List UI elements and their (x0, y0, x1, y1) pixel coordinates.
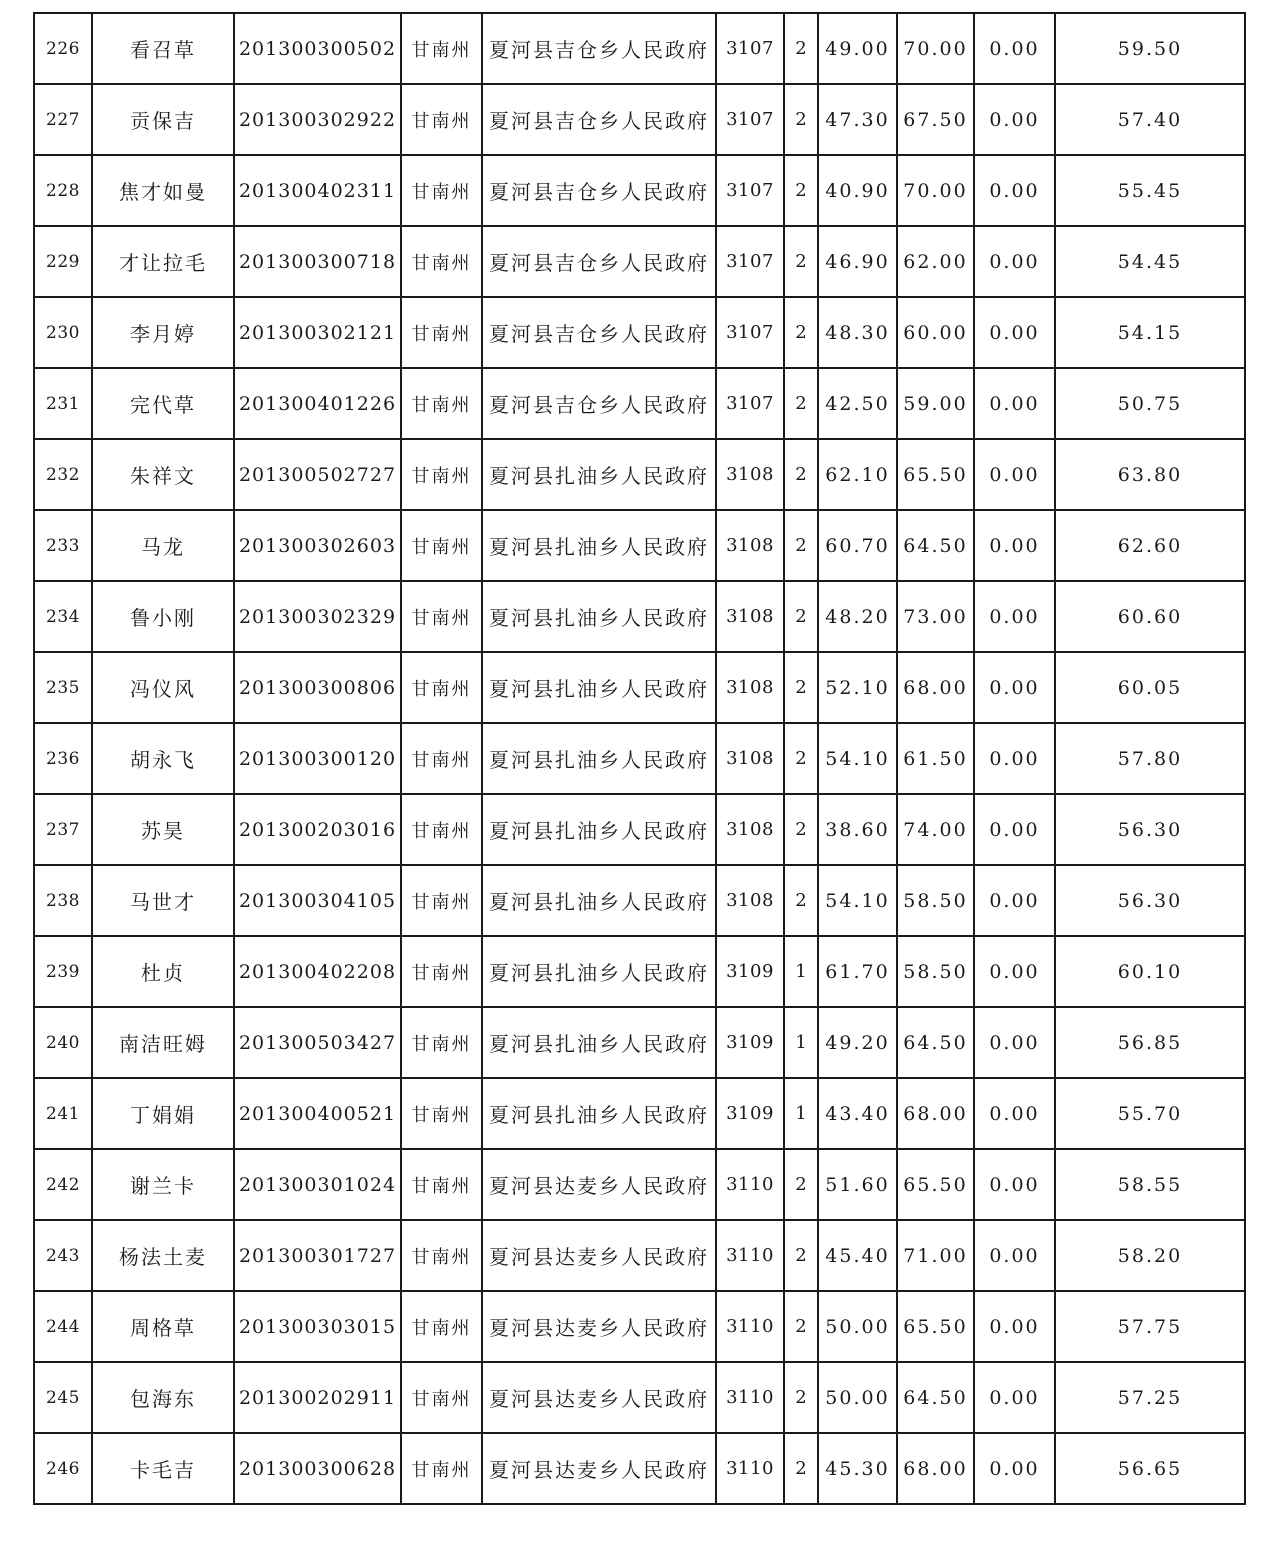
total-score-cell: 63.80 (1055, 439, 1245, 510)
total-score-cell: 56.30 (1055, 865, 1245, 936)
candidate-name-cell: 杜贞 (92, 936, 234, 1007)
sequence-number-cell: 239 (34, 936, 92, 1007)
sequence-number-cell: 241 (34, 1078, 92, 1149)
written-score-cell: 48.30 (818, 297, 897, 368)
exam-number-cell: 201300503427 (234, 1007, 401, 1078)
region-cell: 甘南州 (401, 794, 482, 865)
position-code-cell: 3110 (716, 1362, 784, 1433)
sequence-number-cell: 229 (34, 226, 92, 297)
exam-number-cell: 201300302121 (234, 297, 401, 368)
table-row (34, 13, 1245, 84)
exam-number-cell: 201300301024 (234, 1149, 401, 1220)
exam-number-cell: 201300300120 (234, 723, 401, 794)
employer-unit-cell: 夏河县达麦乡人民政府 (482, 1220, 716, 1291)
exam-number-cell: 201300203016 (234, 794, 401, 865)
candidate-name-cell: 胡永飞 (92, 723, 234, 794)
position-code-cell: 3110 (716, 1433, 784, 1504)
bonus-score-cell: 0.00 (974, 439, 1055, 510)
position-code-cell: 3109 (716, 936, 784, 1007)
hiring-quota-cell: 1 (784, 936, 818, 1007)
total-score-cell: 56.30 (1055, 794, 1245, 865)
sequence-number-cell: 245 (34, 1362, 92, 1433)
bonus-score-cell: 0.00 (974, 794, 1055, 865)
candidate-name-cell: 贡保吉 (92, 84, 234, 155)
employer-unit-cell: 夏河县扎油乡人民政府 (482, 723, 716, 794)
table-row (34, 368, 1245, 439)
region-cell: 甘南州 (401, 1362, 482, 1433)
bonus-score-cell: 0.00 (974, 1220, 1055, 1291)
interview-score-cell: 68.00 (897, 1078, 974, 1149)
written-score-cell: 47.30 (818, 84, 897, 155)
position-code-cell: 3107 (716, 155, 784, 226)
written-score-cell: 45.30 (818, 1433, 897, 1504)
interview-score-cell: 70.00 (897, 13, 974, 84)
position-code-cell: 3108 (716, 652, 784, 723)
written-score-cell: 42.50 (818, 368, 897, 439)
written-score-cell: 62.10 (818, 439, 897, 510)
written-score-cell: 38.60 (818, 794, 897, 865)
sequence-number-cell: 246 (34, 1433, 92, 1504)
position-code-cell: 3107 (716, 13, 784, 84)
table-row (34, 936, 1245, 1007)
region-cell: 甘南州 (401, 1078, 482, 1149)
interview-score-cell: 74.00 (897, 794, 974, 865)
candidate-name-cell: 杨法土麦 (92, 1220, 234, 1291)
candidate-name-cell: 马龙 (92, 510, 234, 581)
bonus-score-cell: 0.00 (974, 297, 1055, 368)
interview-score-cell: 62.00 (897, 226, 974, 297)
exam-number-cell: 201300300628 (234, 1433, 401, 1504)
bonus-score-cell: 0.00 (974, 1291, 1055, 1362)
table-row (34, 1291, 1245, 1362)
exam-number-cell: 201300300502 (234, 13, 401, 84)
hiring-quota-cell: 2 (784, 1433, 818, 1504)
employer-unit-cell: 夏河县吉仓乡人民政府 (482, 226, 716, 297)
position-code-cell: 3110 (716, 1220, 784, 1291)
candidate-name-cell: 鲁小刚 (92, 581, 234, 652)
employer-unit-cell: 夏河县扎油乡人民政府 (482, 936, 716, 1007)
table-row (34, 723, 1245, 794)
written-score-cell: 49.20 (818, 1007, 897, 1078)
hiring-quota-cell: 2 (784, 13, 818, 84)
bonus-score-cell: 0.00 (974, 368, 1055, 439)
bonus-score-cell: 0.00 (974, 1007, 1055, 1078)
position-code-cell: 3108 (716, 794, 784, 865)
sequence-number-cell: 234 (34, 581, 92, 652)
score-table-body (34, 13, 1245, 1504)
hiring-quota-cell: 2 (784, 84, 818, 155)
bonus-score-cell: 0.00 (974, 865, 1055, 936)
interview-score-cell: 64.50 (897, 510, 974, 581)
bonus-score-cell: 0.00 (974, 1078, 1055, 1149)
interview-score-cell: 71.00 (897, 1220, 974, 1291)
hiring-quota-cell: 2 (784, 368, 818, 439)
exam-number-cell: 201300304105 (234, 865, 401, 936)
written-score-cell: 50.00 (818, 1362, 897, 1433)
exam-number-cell: 201300302922 (234, 84, 401, 155)
hiring-quota-cell: 2 (784, 439, 818, 510)
table-row (34, 84, 1245, 155)
total-score-cell: 60.10 (1055, 936, 1245, 1007)
region-cell: 甘南州 (401, 84, 482, 155)
total-score-cell: 59.50 (1055, 13, 1245, 84)
candidate-name-cell: 马世才 (92, 865, 234, 936)
employer-unit-cell: 夏河县达麦乡人民政府 (482, 1362, 716, 1433)
candidate-name-cell: 焦才如曼 (92, 155, 234, 226)
bonus-score-cell: 0.00 (974, 581, 1055, 652)
sequence-number-cell: 226 (34, 13, 92, 84)
hiring-quota-cell: 2 (784, 865, 818, 936)
exam-number-cell: 201300300718 (234, 226, 401, 297)
table-row (34, 1007, 1245, 1078)
interview-score-cell: 65.50 (897, 439, 974, 510)
interview-score-cell: 73.00 (897, 581, 974, 652)
table-row (34, 581, 1245, 652)
exam-number-cell: 201300202911 (234, 1362, 401, 1433)
sequence-number-cell: 238 (34, 865, 92, 936)
bonus-score-cell: 0.00 (974, 84, 1055, 155)
employer-unit-cell: 夏河县达麦乡人民政府 (482, 1433, 716, 1504)
candidate-name-cell: 才让拉毛 (92, 226, 234, 297)
interview-score-cell: 64.50 (897, 1007, 974, 1078)
candidate-name-cell: 完代草 (92, 368, 234, 439)
sequence-number-cell: 243 (34, 1220, 92, 1291)
employer-unit-cell: 夏河县扎油乡人民政府 (482, 865, 716, 936)
region-cell: 甘南州 (401, 652, 482, 723)
bonus-score-cell: 0.00 (974, 723, 1055, 794)
interview-score-cell: 64.50 (897, 1362, 974, 1433)
region-cell: 甘南州 (401, 368, 482, 439)
region-cell: 甘南州 (401, 1291, 482, 1362)
total-score-cell: 57.80 (1055, 723, 1245, 794)
hiring-quota-cell: 2 (784, 794, 818, 865)
position-code-cell: 3110 (716, 1291, 784, 1362)
candidate-name-cell: 李月婷 (92, 297, 234, 368)
bonus-score-cell: 0.00 (974, 510, 1055, 581)
interview-score-cell: 68.00 (897, 652, 974, 723)
region-cell: 甘南州 (401, 297, 482, 368)
exam-number-cell: 201300502727 (234, 439, 401, 510)
exam-number-cell: 201300402208 (234, 936, 401, 1007)
employer-unit-cell: 夏河县扎油乡人民政府 (482, 1078, 716, 1149)
table-row (34, 297, 1245, 368)
total-score-cell: 58.20 (1055, 1220, 1245, 1291)
bonus-score-cell: 0.00 (974, 13, 1055, 84)
position-code-cell: 3108 (716, 865, 784, 936)
hiring-quota-cell: 1 (784, 1078, 818, 1149)
bonus-score-cell: 0.00 (974, 226, 1055, 297)
table-row (34, 1220, 1245, 1291)
candidate-name-cell: 周格草 (92, 1291, 234, 1362)
sequence-number-cell: 232 (34, 439, 92, 510)
bonus-score-cell: 0.00 (974, 1433, 1055, 1504)
position-code-cell: 3108 (716, 581, 784, 652)
interview-score-cell: 59.00 (897, 368, 974, 439)
region-cell: 甘南州 (401, 1007, 482, 1078)
region-cell: 甘南州 (401, 13, 482, 84)
written-score-cell: 54.10 (818, 865, 897, 936)
hiring-quota-cell: 2 (784, 581, 818, 652)
position-code-cell: 3109 (716, 1078, 784, 1149)
employer-unit-cell: 夏河县达麦乡人民政府 (482, 1291, 716, 1362)
sequence-number-cell: 237 (34, 794, 92, 865)
total-score-cell: 56.85 (1055, 1007, 1245, 1078)
employer-unit-cell: 夏河县吉仓乡人民政府 (482, 13, 716, 84)
written-score-cell: 43.40 (818, 1078, 897, 1149)
exam-number-cell: 201300402311 (234, 155, 401, 226)
employer-unit-cell: 夏河县扎油乡人民政府 (482, 1007, 716, 1078)
employer-unit-cell: 夏河县扎油乡人民政府 (482, 581, 716, 652)
table-row (34, 865, 1245, 936)
table-row (34, 226, 1245, 297)
employer-unit-cell: 夏河县吉仓乡人民政府 (482, 297, 716, 368)
candidate-name-cell: 卡毛吉 (92, 1433, 234, 1504)
candidate-name-cell: 谢兰卡 (92, 1149, 234, 1220)
total-score-cell: 50.75 (1055, 368, 1245, 439)
sequence-number-cell: 230 (34, 297, 92, 368)
bonus-score-cell: 0.00 (974, 1362, 1055, 1433)
sequence-number-cell: 236 (34, 723, 92, 794)
candidate-name-cell: 苏昊 (92, 794, 234, 865)
written-score-cell: 45.40 (818, 1220, 897, 1291)
sequence-number-cell: 228 (34, 155, 92, 226)
interview-score-cell: 60.00 (897, 297, 974, 368)
position-code-cell: 3107 (716, 226, 784, 297)
written-score-cell: 50.00 (818, 1291, 897, 1362)
total-score-cell: 60.05 (1055, 652, 1245, 723)
interview-score-cell: 65.50 (897, 1291, 974, 1362)
candidate-name-cell: 包海东 (92, 1362, 234, 1433)
table-row (34, 439, 1245, 510)
written-score-cell: 54.10 (818, 723, 897, 794)
interview-score-cell: 70.00 (897, 155, 974, 226)
total-score-cell: 60.60 (1055, 581, 1245, 652)
total-score-cell: 54.15 (1055, 297, 1245, 368)
candidate-name-cell: 南洁旺姆 (92, 1007, 234, 1078)
region-cell: 甘南州 (401, 439, 482, 510)
region-cell: 甘南州 (401, 581, 482, 652)
exam-number-cell: 201300300806 (234, 652, 401, 723)
position-code-cell: 3107 (716, 368, 784, 439)
total-score-cell: 57.40 (1055, 84, 1245, 155)
table-row (34, 155, 1245, 226)
written-score-cell: 60.70 (818, 510, 897, 581)
candidate-name-cell: 朱祥文 (92, 439, 234, 510)
hiring-quota-cell: 2 (784, 510, 818, 581)
candidate-name-cell: 冯仪风 (92, 652, 234, 723)
written-score-cell: 52.10 (818, 652, 897, 723)
total-score-cell: 55.45 (1055, 155, 1245, 226)
employer-unit-cell: 夏河县吉仓乡人民政府 (482, 368, 716, 439)
bonus-score-cell: 0.00 (974, 1149, 1055, 1220)
candidate-name-cell: 丁娟娟 (92, 1078, 234, 1149)
employer-unit-cell: 夏河县达麦乡人民政府 (482, 1149, 716, 1220)
region-cell: 甘南州 (401, 723, 482, 794)
employer-unit-cell: 夏河县吉仓乡人民政府 (482, 84, 716, 155)
hiring-quota-cell: 2 (784, 1220, 818, 1291)
exam-number-cell: 201300401226 (234, 368, 401, 439)
exam-number-cell: 201300302329 (234, 581, 401, 652)
region-cell: 甘南州 (401, 1149, 482, 1220)
interview-score-cell: 61.50 (897, 723, 974, 794)
position-code-cell: 3108 (716, 510, 784, 581)
employer-unit-cell: 夏河县扎油乡人民政府 (482, 510, 716, 581)
sequence-number-cell: 233 (34, 510, 92, 581)
hiring-quota-cell: 2 (784, 652, 818, 723)
sequence-number-cell: 227 (34, 84, 92, 155)
hiring-quota-cell: 2 (784, 226, 818, 297)
hiring-quota-cell: 2 (784, 723, 818, 794)
sequence-number-cell: 231 (34, 368, 92, 439)
exam-number-cell: 201300303015 (234, 1291, 401, 1362)
exam-number-cell: 201300400521 (234, 1078, 401, 1149)
hiring-quota-cell: 2 (784, 1149, 818, 1220)
written-score-cell: 40.90 (818, 155, 897, 226)
region-cell: 甘南州 (401, 1220, 482, 1291)
interview-score-cell: 58.50 (897, 865, 974, 936)
employer-unit-cell: 夏河县扎油乡人民政府 (482, 794, 716, 865)
hiring-quota-cell: 2 (784, 1362, 818, 1433)
total-score-cell: 55.70 (1055, 1078, 1245, 1149)
interview-score-cell: 58.50 (897, 936, 974, 1007)
total-score-cell: 57.25 (1055, 1362, 1245, 1433)
position-code-cell: 3108 (716, 439, 784, 510)
total-score-cell: 56.65 (1055, 1433, 1245, 1504)
table-row (34, 1362, 1245, 1433)
position-code-cell: 3109 (716, 1007, 784, 1078)
interview-score-cell: 65.50 (897, 1149, 974, 1220)
written-score-cell: 61.70 (818, 936, 897, 1007)
exam-number-cell: 201300301727 (234, 1220, 401, 1291)
table-row (34, 652, 1245, 723)
position-code-cell: 3110 (716, 1149, 784, 1220)
total-score-cell: 57.75 (1055, 1291, 1245, 1362)
candidate-name-cell: 看召草 (92, 13, 234, 84)
hiring-quota-cell: 1 (784, 1007, 818, 1078)
position-code-cell: 3107 (716, 297, 784, 368)
hiring-quota-cell: 2 (784, 297, 818, 368)
table-row (34, 794, 1245, 865)
table-row (34, 1078, 1245, 1149)
position-code-cell: 3108 (716, 723, 784, 794)
region-cell: 甘南州 (401, 155, 482, 226)
total-score-cell: 54.45 (1055, 226, 1245, 297)
score-table (33, 12, 1246, 1505)
bonus-score-cell: 0.00 (974, 652, 1055, 723)
sequence-number-cell: 244 (34, 1291, 92, 1362)
bonus-score-cell: 0.00 (974, 155, 1055, 226)
total-score-cell: 58.55 (1055, 1149, 1245, 1220)
sequence-number-cell: 242 (34, 1149, 92, 1220)
hiring-quota-cell: 2 (784, 155, 818, 226)
written-score-cell: 46.90 (818, 226, 897, 297)
region-cell: 甘南州 (401, 865, 482, 936)
region-cell: 甘南州 (401, 1433, 482, 1504)
total-score-cell: 62.60 (1055, 510, 1245, 581)
table-row (34, 1433, 1245, 1504)
employer-unit-cell: 夏河县吉仓乡人民政府 (482, 155, 716, 226)
written-score-cell: 51.60 (818, 1149, 897, 1220)
interview-score-cell: 67.50 (897, 84, 974, 155)
region-cell: 甘南州 (401, 510, 482, 581)
table-row (34, 1149, 1245, 1220)
written-score-cell: 48.20 (818, 581, 897, 652)
sequence-number-cell: 240 (34, 1007, 92, 1078)
exam-number-cell: 201300302603 (234, 510, 401, 581)
written-score-cell: 49.00 (818, 13, 897, 84)
region-cell: 甘南州 (401, 936, 482, 1007)
table-row (34, 510, 1245, 581)
bonus-score-cell: 0.00 (974, 936, 1055, 1007)
hiring-quota-cell: 2 (784, 1291, 818, 1362)
employer-unit-cell: 夏河县扎油乡人民政府 (482, 439, 716, 510)
interview-score-cell: 68.00 (897, 1433, 974, 1504)
employer-unit-cell: 夏河县扎油乡人民政府 (482, 652, 716, 723)
position-code-cell: 3107 (716, 84, 784, 155)
region-cell: 甘南州 (401, 226, 482, 297)
sequence-number-cell: 235 (34, 652, 92, 723)
